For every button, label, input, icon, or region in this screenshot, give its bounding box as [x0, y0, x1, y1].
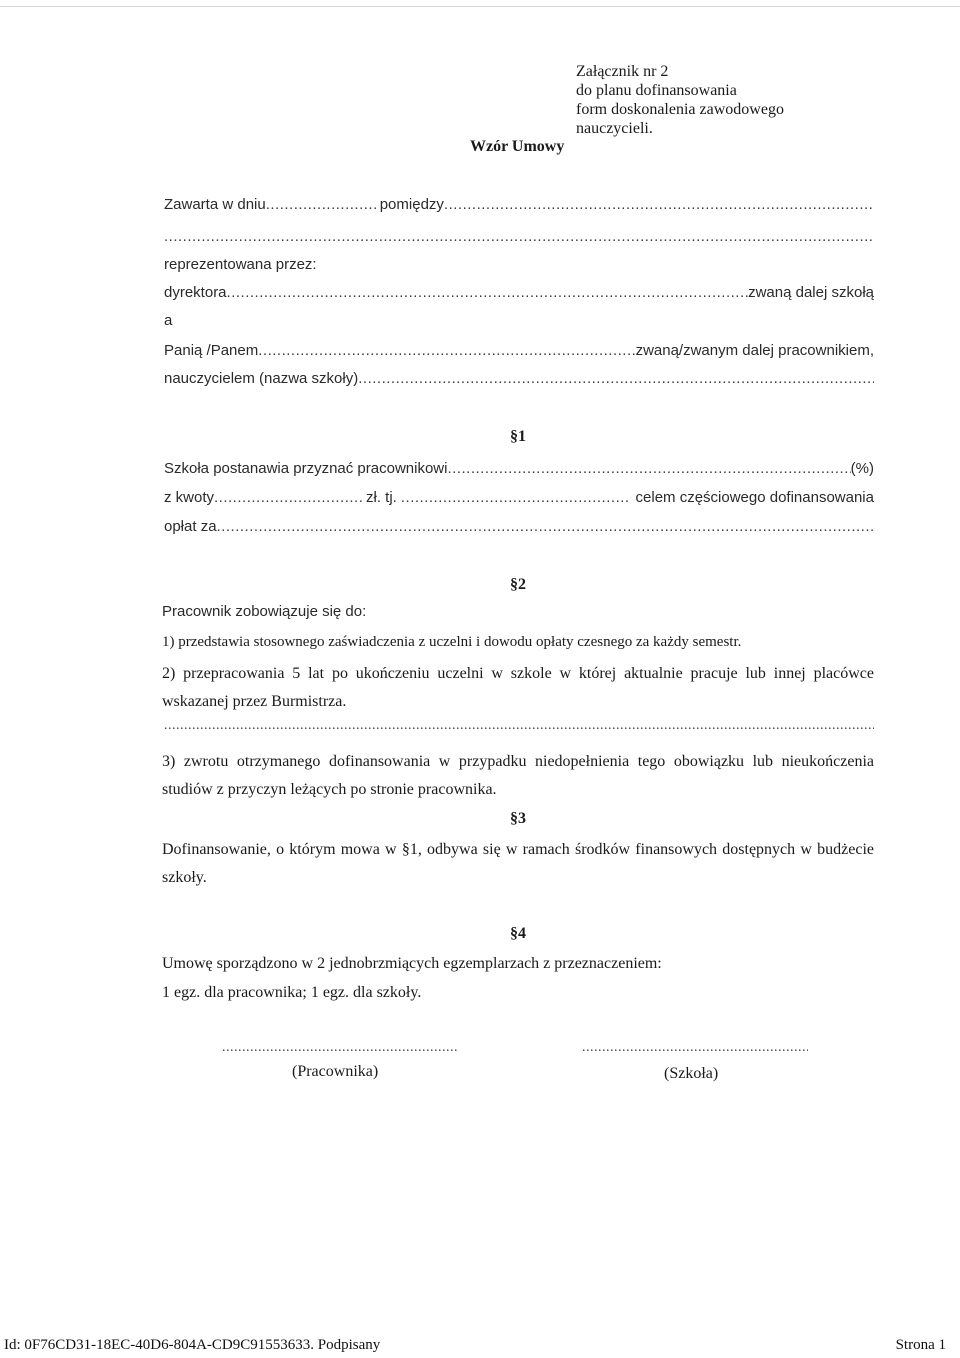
s2-intro: Pracownik zobowiązuje się do: — [162, 603, 367, 620]
employee-signature-label: (Pracownika) — [292, 1063, 379, 1080]
employee-signature-line — [222, 1040, 458, 1056]
page-top-rule — [0, 6, 960, 7]
attachment-line-1: Załącznik nr 2 — [576, 63, 669, 80]
s1-line-3 — [164, 518, 874, 535]
s1-fees-fill — [217, 518, 874, 535]
section-3-heading: §3 — [510, 810, 526, 827]
called-school-label: zwaną dalej szkołą — [748, 284, 874, 301]
director-row — [164, 284, 874, 301]
section-2-heading: §2 — [510, 576, 526, 593]
date-fill — [266, 196, 376, 213]
s1-amount-label: z kwoty — [164, 489, 215, 506]
employee-fill — [258, 342, 635, 359]
s1-line-2 — [164, 489, 874, 506]
s1-percent-fill — [447, 460, 850, 477]
attachment-line-2: do planu dofinansowania — [576, 82, 737, 99]
s3-text: Dofinansowanie, o którym mowa w §1, odbywa się w ramach środków finansowych dostępnych w budżecie szkoły. — [162, 841, 874, 886]
s2-separator-dots — [164, 718, 874, 734]
s1-percent-label: (%) — [850, 460, 874, 477]
party-fill — [164, 228, 874, 245]
section-4-heading: §4 — [510, 925, 526, 942]
attachment-line-3: form doskonalenia zawodowego — [576, 101, 784, 118]
document-title: Wzór Umowy — [470, 138, 565, 155]
party-continuation-row — [164, 228, 874, 245]
between-label: pomiędzy — [379, 196, 444, 213]
teacher-school-label: nauczycielem (nazwa szkoły) — [164, 370, 359, 387]
represented-label: reprezentowana przez: — [164, 256, 317, 273]
teacher-fill — [358, 370, 874, 387]
document-id-footer: Id: 0F76CD31-18EC-40D6-804A-CD9C91553633. Podpisany — [4, 1337, 381, 1353]
between-fill — [444, 196, 874, 213]
s2-item-3: 3) zwrotu otrzymanego dofinansowania w przypadku niedopełnienia tego obowiązku lub nieukończenia studiów z przyczyn leżących po stronie pracownika. — [162, 753, 874, 798]
called-employee-label: zwaną/zwanym dalej pracownikiem, — [635, 342, 874, 359]
page-number-footer: Strona 1 — [895, 1337, 946, 1353]
director-fill — [227, 284, 749, 301]
s1-amount-fill — [214, 489, 364, 506]
attachment-line-4: nauczycieli. — [576, 120, 653, 137]
concluded-row — [164, 196, 874, 213]
s4-line-1: Umowę sporządzono w 2 jednobrzmiących egzemplarzach z przeznaczeniem: — [162, 955, 662, 972]
section-1-heading: §1 — [510, 428, 526, 445]
school-signature-label: (Szkoła) — [664, 1065, 719, 1082]
s1-words-fill — [401, 489, 630, 506]
employee-signature-dots — [222, 1040, 458, 1056]
s1-grant-label: Szkoła postanawia przyznać pracownikowi — [164, 460, 448, 477]
s1-line-1 — [164, 460, 874, 477]
s2-dotted-separator — [164, 718, 874, 734]
s1-fees-label: opłat za — [164, 518, 217, 535]
s1-purpose-label: celem częściowego dofinansowania — [635, 489, 874, 506]
s2-item-2: 2) przepracowania 5 lat po ukończeniu uczelni w szkole w której aktualnie pracuje lub innej placówce wskazanej przez Burmistrza. — [162, 665, 874, 710]
concluded-label: Zawarta w dniu — [164, 196, 266, 213]
mrs-mr-label: Panią /Panem — [164, 342, 259, 359]
director-label: dyrektora — [164, 284, 227, 301]
employee-row — [164, 342, 874, 359]
school-signature-dots — [582, 1040, 808, 1056]
school-signature-line — [582, 1040, 808, 1056]
attachment-note — [576, 62, 784, 138]
s4-line-2: 1 egz. dla pracownika; 1 egz. dla szkoły. — [162, 984, 422, 1001]
s2-item-1: 1) przedstawia stosownego zaświadczenia z uczelni i dowodu opłaty czesnego za każdy semestr. — [162, 634, 742, 650]
s1-currency-label: zł. tj. — [366, 489, 397, 506]
and-label: a — [164, 312, 173, 329]
teacher-row — [164, 370, 874, 387]
